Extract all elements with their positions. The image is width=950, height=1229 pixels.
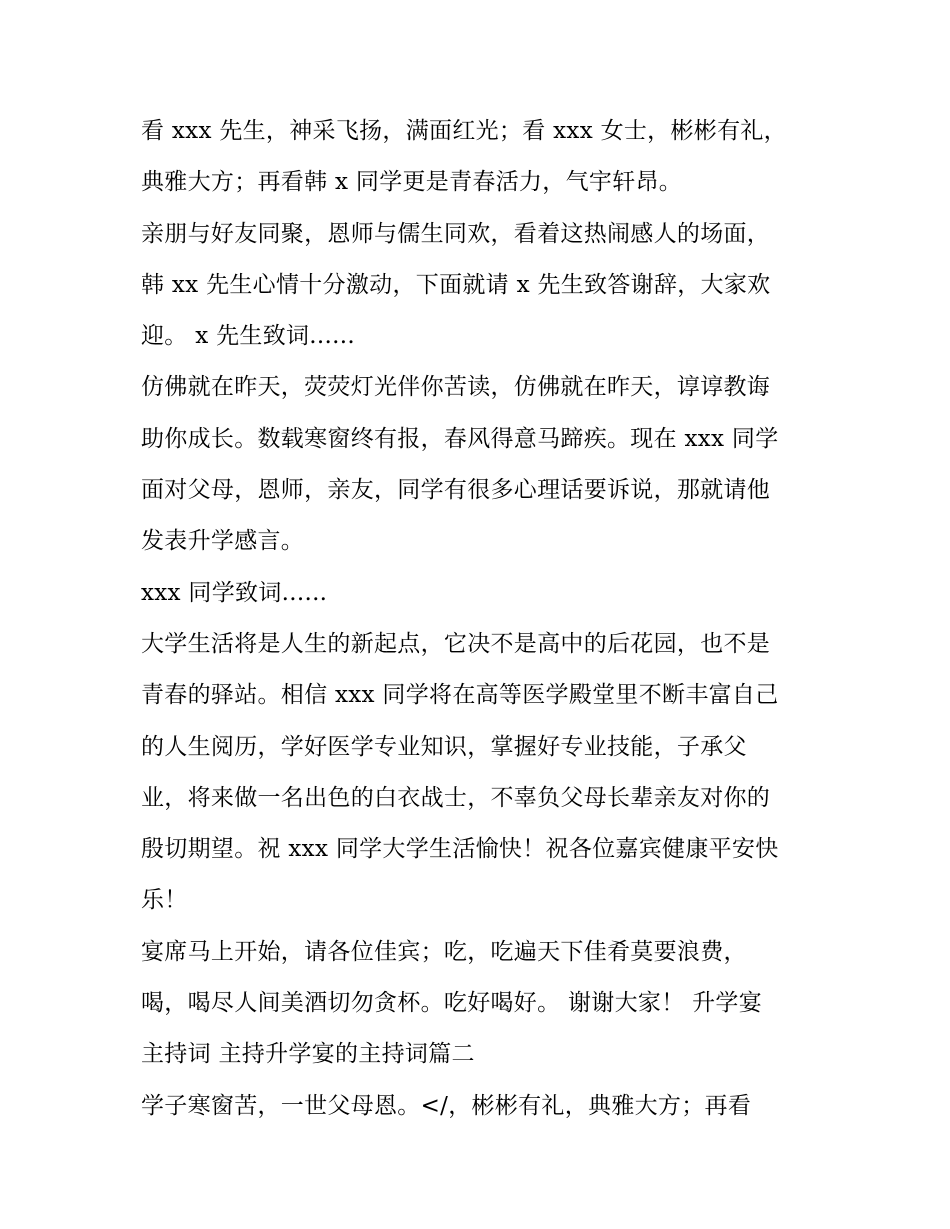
- text-line: 仿佛就在昨天，荧荧灯光伴你苦读，仿佛就在昨天，谆谆教诲: [141, 374, 771, 401]
- text-line: 青春的驿站。相信 xxx 同学将在高等医学殿堂里不断丰富自己: [141, 682, 779, 709]
- text-line: 发表升学感言。: [141, 528, 305, 555]
- text-line: 学子寒窗苦，一世父母恩。</，彬彬有礼，典雅大方；再看: [141, 1092, 752, 1119]
- text-line: 主持词 主持升学宴的主持词篇二: [141, 1041, 475, 1068]
- text-line: 助你成长。数载寒窗终有报，春风得意马蹄疾。现在 xxx 同学: [141, 425, 779, 452]
- text-line: 韩 xx 先生心情十分激动，下面就请 x 先生致答谢辞，大家欢: [141, 271, 771, 298]
- text-line: 宴席马上开始，请各位佳宾；吃，吃遍天下佳肴莫要浪费，: [141, 938, 747, 965]
- text-line: 看 xxx 先生，神采飞扬，满面红光；看 xxx 女士，彬彬有礼，: [141, 118, 787, 144]
- text-line: 业，将来做一名出色的白衣战士，不辜负父母长辈亲友对你的: [141, 784, 771, 811]
- text-line: 喝，喝尽人间美酒切勿贪杯。吃好喝好。 谢谢大家！ 升学宴: [141, 990, 763, 1017]
- text-line: 殷切期望。祝 xxx 同学大学生活愉快！祝各位嘉宾健康平安快: [141, 836, 779, 863]
- text-line: 亲朋与好友同聚，恩师与儒生同欢，看着这热闹感人的场面，: [141, 220, 771, 247]
- text-line: 大学生活将是人生的新起点，它决不是高中的后花园，也不是: [141, 630, 771, 657]
- document-body: [141, 106, 821, 1132]
- text-line: 典雅大方；再看韩 x 同学更是青春活力，气宇轩昂。: [141, 169, 683, 196]
- text-line: 的人生阅历，学好医学专业知识，掌握好专业技能，子承父: [141, 733, 747, 760]
- text-line: xxx 同学致词......: [141, 579, 328, 606]
- text-line: 乐！: [141, 887, 188, 914]
- text-line: 面对父母，恩师，亲友，同学有很多心理话要诉说，那就请他: [141, 477, 771, 504]
- text-line: 迎。 x 先生致词......: [141, 323, 355, 350]
